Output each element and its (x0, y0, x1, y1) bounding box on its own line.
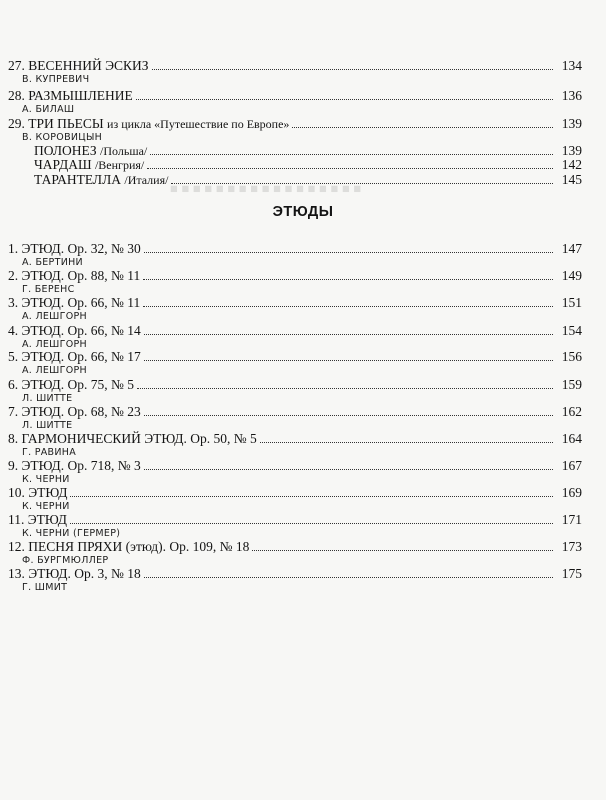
page-number: 139 (561, 143, 582, 158)
page-number: 173 (561, 539, 582, 554)
composer-name: К. ЧЕРНИ (22, 474, 70, 485)
entry-title: 6. ЭТЮД. Ор. 75, № 5 (8, 377, 134, 392)
entry-title: 4. ЭТЮД. Ор. 66, № 14 (8, 323, 141, 338)
page-number: 175 (561, 566, 582, 581)
toc-entry (8, 294, 582, 323)
toc-entry (8, 430, 582, 459)
subentry-title: ПОЛОНЕЗ /Польша/ (34, 143, 148, 158)
dot-leader (292, 126, 553, 128)
dot-leader (260, 441, 553, 443)
entry-title: 3. ЭТЮД. Ор. 66, № 11 (8, 295, 141, 310)
toc-entry (8, 87, 582, 116)
toc-entry (8, 115, 582, 144)
dot-leader (143, 305, 553, 307)
page-number: 147 (561, 241, 582, 256)
toc-entry (8, 484, 582, 513)
dot-leader (137, 387, 553, 389)
page-number: 139 (561, 116, 582, 131)
toc-entry (8, 511, 582, 540)
dot-leader (150, 153, 553, 155)
dot-leader (70, 495, 553, 497)
entry-title: 11. ЭТЮД (8, 512, 67, 527)
composer-name: Л. ШИТТЕ (22, 393, 73, 404)
toc-entry (8, 403, 582, 432)
composer-name: Л. ШИТТЕ (22, 420, 73, 431)
dot-leader (144, 414, 553, 416)
page-number: 171 (561, 512, 582, 527)
toc-entry (8, 322, 582, 351)
composer-name: В. КОРОВИЦЫН (22, 132, 103, 143)
page-number: 162 (561, 404, 582, 419)
entry-title: 8. ГАРМОНИЧЕСКИЙ ЭТЮД. Ор. 50, № 5 (8, 431, 257, 446)
page-number: 164 (561, 431, 582, 446)
toc-entry (8, 348, 582, 377)
dot-leader (136, 98, 553, 100)
entry-title: 5. ЭТЮД. Ор. 66, № 17 (8, 349, 141, 364)
composer-name: В. КУПРЕВИЧ (22, 74, 90, 85)
composer-name: А. ЛЕШГОРН (22, 365, 87, 376)
page-number: 167 (561, 458, 582, 473)
entry-title: 9. ЭТЮД. Ор. 718, № 3 (8, 458, 141, 473)
composer-name: К. ЧЕРНИ (ГЕРМЕР) (22, 528, 121, 539)
toc-entry (8, 57, 582, 86)
toc-entry (8, 267, 582, 296)
composer-name: А. ЛЕШГОРН (22, 339, 87, 350)
page-number: 134 (561, 58, 582, 73)
page-number: 156 (561, 349, 582, 364)
dot-leader (143, 278, 553, 280)
toc-entry (8, 457, 582, 486)
entry-title: 7. ЭТЮД. Ор. 68, № 23 (8, 404, 141, 419)
dot-leader (70, 522, 553, 524)
entry-title: 10. ЭТЮД (8, 485, 68, 500)
entry-title: 28. РАЗМЫШЛЕНИЕ (8, 88, 133, 103)
composer-name: А. ЛЕШГОРН (22, 311, 87, 322)
composer-name: Г. ШМИТ (22, 582, 68, 593)
entry-title: 1. ЭТЮД. Ор. 32, № 30 (8, 241, 141, 256)
composer-name: А. БЕРТИНИ (22, 257, 83, 268)
entry-title: 27. ВЕСЕННИЙ ЭСКИЗ (8, 58, 149, 73)
dot-leader (144, 333, 553, 335)
composer-name: Г. РАВИНА (22, 447, 77, 458)
page-number: 145 (561, 172, 582, 187)
toc-entry (8, 538, 582, 567)
page-number: 149 (561, 268, 582, 283)
toc-entry (8, 376, 582, 405)
entry-title: 29. ТРИ ПЬЕСЫ из цикла «Путешествие по Европе» (8, 116, 290, 131)
dot-leader (147, 167, 553, 169)
dot-leader (144, 468, 553, 470)
page-number: 159 (561, 377, 582, 392)
entry-title: 2. ЭТЮД. Ор. 88, № 11 (8, 268, 141, 283)
page-number: 154 (561, 323, 582, 338)
dot-leader (144, 359, 553, 361)
entry-title: 12. ПЕСНЯ ПРЯХИ (этюд). Ор. 109, № 18 (8, 539, 250, 554)
page-number: 151 (561, 295, 582, 310)
subentry-title: ТАРАНТЕЛЛА /Италия/ (34, 172, 169, 187)
toc-entry (8, 240, 582, 269)
composer-name: Г. БЕРЕНС (22, 284, 75, 295)
dot-leader (144, 251, 553, 253)
dot-leader (152, 68, 553, 70)
section-title: ЭТЮДЫ (272, 204, 334, 220)
composer-name: К. ЧЕРНИ (22, 501, 70, 512)
page-number: 142 (561, 157, 582, 172)
composer-name: Ф. БУРГМЮЛЛЕР (22, 555, 109, 566)
dot-leader (252, 549, 553, 551)
dot-leader (144, 576, 553, 578)
subentry-title: ЧАРДАШ /Венгрия/ (34, 157, 145, 172)
entry-title: 13. ЭТЮД. Ор. 3, № 18 (8, 566, 141, 581)
composer-name: А. БИЛАШ (22, 104, 75, 115)
bleed-through-decoration: ■ ■ ■ ■ ■ ■ ■ ■ ■ ■ ■ ■ ■ ■ ■ ■ ■ (170, 182, 362, 197)
page-number: 136 (561, 88, 582, 103)
page-number: 169 (561, 485, 582, 500)
toc-entry (8, 565, 582, 594)
